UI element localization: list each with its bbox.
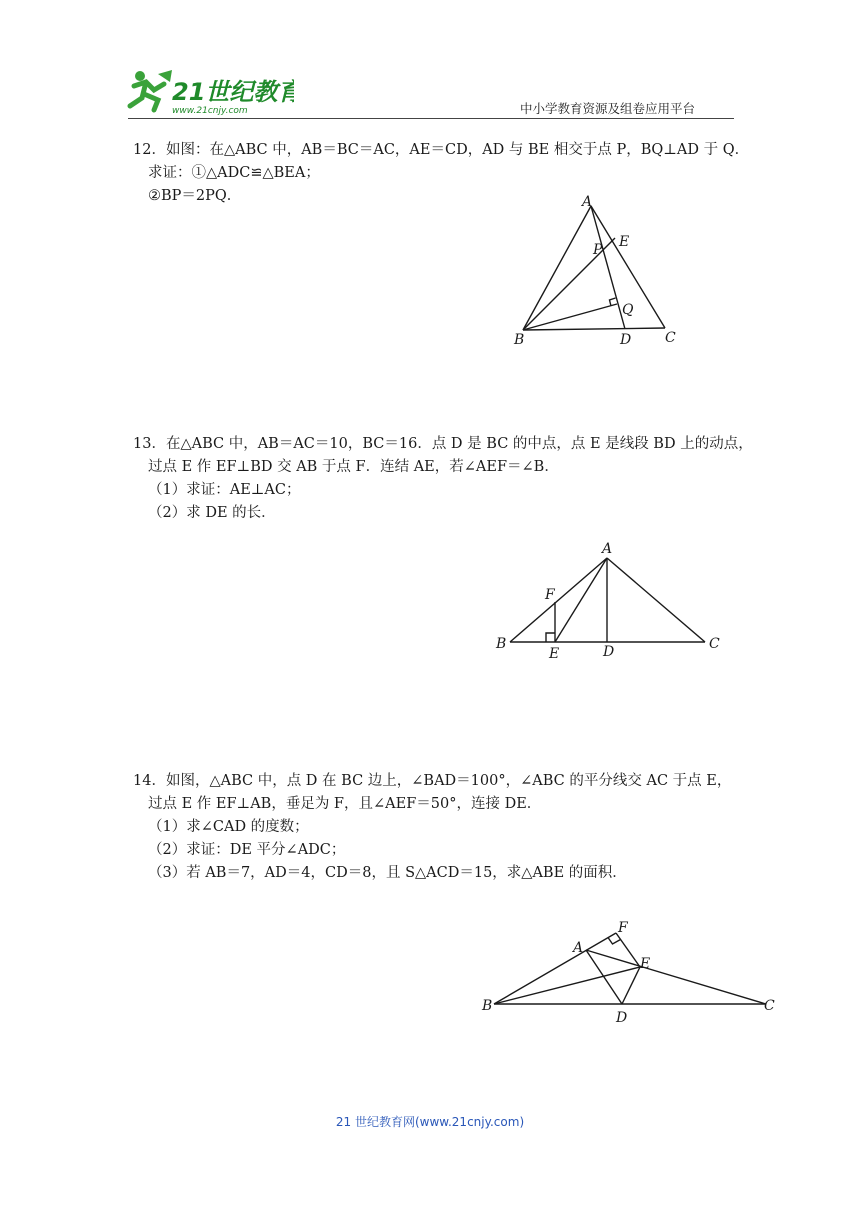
fig14-label-a: A bbox=[573, 940, 584, 956]
logo-text: 21世纪教育 bbox=[172, 78, 294, 106]
problem-14-line-1: 14．如图，△ABC 中，点 D 在 BC 边上，∠BAD＝100°，∠ABC 的平分线交 AC 于点 E， bbox=[133, 773, 732, 789]
fig12-seg-ab bbox=[523, 206, 591, 330]
fig13-seg-ac bbox=[607, 558, 705, 642]
fig14-label-c: C bbox=[764, 998, 775, 1014]
problem-13-line-2: 过点 E 作 EF⊥BD 交 AB 于点 F．连结 AE，若∠AEF＝∠B． bbox=[148, 459, 559, 475]
problem-13-line-4: （2）求 DE 的长． bbox=[148, 505, 276, 521]
problem-12-line-2: 求证：①△ADC≌△BEA； bbox=[148, 165, 320, 181]
problem-13-line-1: 13．在△ABC 中，AB＝AC＝10，BC＝16．点 D 是 BC 的中点，点 E 是线段 BD 上的动点， bbox=[133, 436, 753, 452]
fig12-label-c: C bbox=[665, 330, 676, 346]
problem-14-line-3: （1）求∠CAD 的度数； bbox=[148, 819, 309, 835]
fig13-right-angle-mark bbox=[546, 633, 555, 642]
fig12-label-a: A bbox=[582, 194, 593, 210]
fig14-seg-ac bbox=[586, 950, 766, 1004]
fig14-label-b: B bbox=[482, 998, 493, 1014]
problem-14-line-5: （3）若 AB＝7，AD＝4，CD＝8，且 S△ACD＝15，求△ABE 的面积． bbox=[148, 865, 627, 881]
footer-text: 21 世纪教育网(www.21cnjy.com) bbox=[335, 1115, 525, 1129]
fig12-seg-bq bbox=[523, 304, 617, 330]
figure-14 bbox=[476, 912, 786, 1030]
figure-12 bbox=[505, 192, 685, 352]
fig12-seg-bc bbox=[523, 328, 665, 330]
header-divider bbox=[128, 118, 734, 119]
fig14-label-f: F bbox=[618, 920, 628, 936]
logo-subtext: www.21cnjy.com bbox=[172, 106, 248, 116]
figure-13 bbox=[490, 536, 730, 662]
fig13-seg-ab bbox=[510, 558, 607, 642]
logo-runner-icon bbox=[124, 66, 294, 118]
fig13-label-c: C bbox=[709, 636, 720, 652]
fig13-label-b: B bbox=[496, 636, 507, 652]
fig13-seg-ae bbox=[555, 558, 607, 642]
fig14-label-d: D bbox=[616, 1010, 628, 1026]
problem-14-line-4: （2）求证：DE 平分∠ADC； bbox=[148, 842, 346, 858]
fig13-label-f: F bbox=[545, 587, 555, 603]
fig12-label-p: P bbox=[593, 242, 603, 258]
fig12-label-q: Q bbox=[622, 302, 634, 318]
problem-12-line-1: 12．如图：在△ABC 中，AB＝BC＝AC，AE＝CD，AD 与 BE 相交于点 P，BQ⊥AD 于 Q． bbox=[133, 142, 750, 158]
logo bbox=[124, 66, 294, 118]
fig14-label-e: E bbox=[640, 956, 651, 972]
fig12-seg-ad bbox=[591, 206, 625, 329]
problem-13-line-3: （1）求证：AE⊥AC； bbox=[148, 482, 301, 498]
fig14-seg-de bbox=[622, 967, 640, 1004]
fig14-right-angle-mark bbox=[608, 938, 621, 945]
problem-14-line-2: 过点 E 作 EF⊥AB，垂足为 F，且∠AEF＝50°，连接 DE． bbox=[148, 796, 542, 812]
fig12-label-b: B bbox=[514, 332, 525, 348]
fig13-label-d: D bbox=[603, 644, 615, 660]
fig12-label-e: E bbox=[619, 234, 630, 250]
fig12-label-d: D bbox=[620, 332, 632, 348]
platform-title: 中小学教育资源及组卷应用平台 bbox=[520, 101, 696, 116]
fig13-label-a: A bbox=[602, 541, 613, 557]
fig14-seg-ad bbox=[586, 950, 622, 1004]
fig13-label-e: E bbox=[549, 646, 560, 662]
problem-12-line-3: ②BP＝2PQ． bbox=[148, 188, 242, 204]
